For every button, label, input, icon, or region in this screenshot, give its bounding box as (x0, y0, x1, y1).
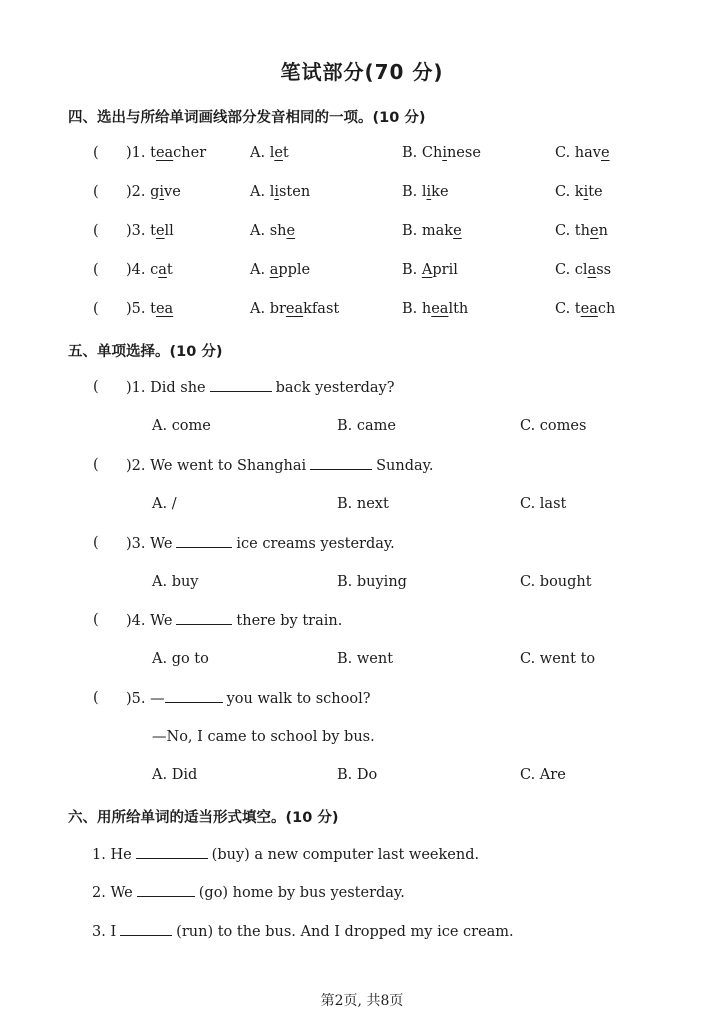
option-c: C. class (555, 262, 612, 278)
answer-blank[interactable] (176, 612, 232, 625)
answer-paren: ( (93, 184, 99, 200)
answer-paren: ( (93, 262, 99, 278)
section6-question-2: 2. We (go) home by bus yesterday. (92, 885, 405, 901)
option-a: A. come (152, 418, 211, 434)
section6-question-3: 3. I (run) to the bus. And I dropped my ice cream. (92, 924, 514, 940)
answer-blank[interactable] (310, 457, 372, 470)
option-b: B. April (402, 262, 458, 278)
option-a: A. buy (152, 574, 199, 590)
answer-blank[interactable] (176, 535, 232, 548)
option-a: A. she (250, 223, 296, 239)
answer-blank[interactable] (136, 846, 208, 859)
answer-blank[interactable] (120, 923, 172, 936)
option-c: C. kite (555, 184, 603, 200)
option-a: A. let (250, 145, 289, 161)
option-c: C. comes (520, 418, 587, 434)
option-c: C. teach (555, 301, 616, 317)
option-c: C. then (555, 223, 608, 239)
option-b: B. next (337, 496, 389, 512)
section4-heading: 四、选出与所给单词画线部分发音相同的一项。(10 分) (68, 110, 426, 126)
answer-paren: ( (93, 690, 99, 706)
answer-paren: ( (93, 223, 99, 239)
section5-heading: 五、单项选择。(10 分) (68, 344, 223, 360)
answer-paren: ( (93, 145, 99, 161)
option-c: C. bought (520, 574, 592, 590)
option-c: C. have (555, 145, 610, 161)
option-a: A. / (152, 496, 177, 512)
answer-blank[interactable] (210, 379, 272, 392)
answer-paren: ( (93, 379, 99, 395)
section6-question-1: 1. He (buy) a new computer last weekend. (92, 847, 480, 863)
section6-heading: 六、用所给单词的适当形式填空。(10 分) (68, 810, 339, 826)
answer-paren: ( (93, 612, 99, 628)
page-footer: 第2页, 共8页 (320, 993, 404, 1009)
option-b: B. Chinese (402, 145, 481, 161)
answer-paren: ( (93, 301, 99, 317)
page-title: 笔试部分(70 分) (280, 60, 444, 84)
option-a: A. apple (250, 262, 311, 278)
answer-blank[interactable] (137, 884, 195, 897)
worksheet-page: 笔试部分(70 分) 四、选出与所给单词画线部分发音相同的一项。(10 分) ( )1. teacher A. let B. Chinese C. have ( )2. give A. listen B. like C. kite ( )3. tell A. she B. make C. then ( )4. cat A. apple B. April C. class ( )5. tea A. breakfast B. health C. teach 五、单项选择。(10 分) ( )1. Did she back yesterday? A. come B. came C. comes ( )2. We went to Shanghai Sunday. A. / B. next C. last ( )3. We ice creams yesterday. A. buy B. buying C. bought ( )4. We there by train. A. go to B. went C. went to ( )5. — you walk to school? —No, I came to school by bus. A. Did B. Do C. Are 六、用所给单词的适当形式填空。(10 分) 1. He (buy) a new computer last weekend. 2. We (go) home by bus yesterday. 3. I (run) to the bus. And I dropped my ice cream. 第2页, 共8页 (0, 0, 724, 1024)
option-b: B. make (402, 223, 462, 239)
option-a: A. listen (250, 184, 311, 200)
answer-paren: ( (93, 535, 99, 551)
option-b: B. health (402, 301, 469, 317)
option-b: B. Do (337, 767, 378, 783)
option-a: A. go to (152, 651, 209, 667)
option-b: B. like (402, 184, 449, 200)
answer-paren: ( (93, 457, 99, 473)
option-b: B. buying (337, 574, 407, 590)
option-b: B. came (337, 418, 396, 434)
option-a: A. breakfast (250, 301, 340, 317)
option-b: B. went (337, 651, 394, 667)
option-c: C. Are (520, 767, 566, 783)
dialogue-answer: —No, I came to school by bus. (152, 729, 375, 745)
option-a: A. Did (152, 767, 198, 783)
answer-blank[interactable] (165, 690, 223, 703)
option-c: C. went to (520, 651, 596, 667)
option-c: C. last (520, 496, 567, 512)
